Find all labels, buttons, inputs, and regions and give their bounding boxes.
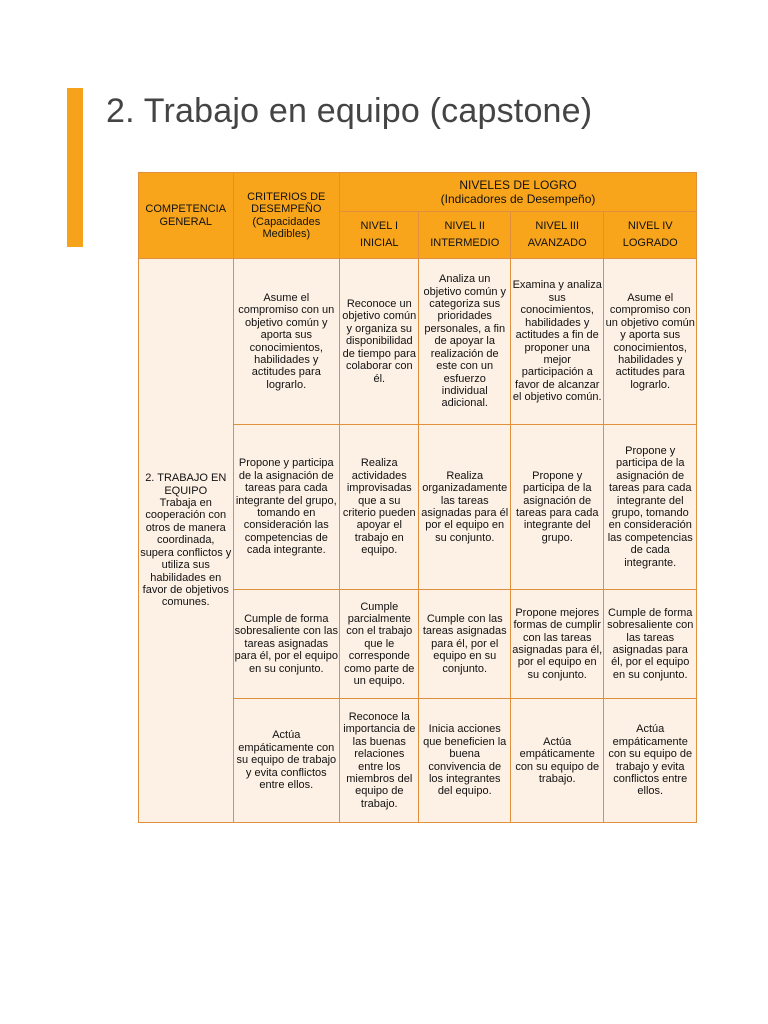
rubric-table [138,172,697,823]
header-level-4 [604,212,697,259]
header-level-3 [510,212,604,259]
level-cell: Reconoce un objetivo común y organiza su disponibilidad de tiempo para colaborar con él. [340,259,419,425]
page-title: 2. Trabajo en equipo (capstone) [106,92,593,130]
header-niveles-sub: (Indicadores de Desempeño) [440,192,596,206]
header-niveles-label: NIVELES DE LOGRO [459,178,577,192]
header-competencia-label: COMPETENCIA GENERAL [145,203,227,228]
criterio-cell: Actúa empáticamente con su equipo de trabajo y evita conflictos entre ellos. [233,699,340,823]
level-cell: Propone mejores formas de cumplir con las tareas asignadas para él, por el equipo en su conjunto. [510,590,604,699]
level-cell: Cumple de forma sobresaliente con las tareas asignadas para él, por el equipo en su conjunto. [604,590,697,699]
level-label: AVANZADO [527,237,587,249]
level-label: INICIAL [360,237,399,249]
level-label: INTERMEDIO [430,237,500,249]
level-cell: Actúa empáticamente con su equipo de trabajo. [510,699,604,823]
level-cell: Propone y participa de la asignación de tareas para cada integrante del grupo. [510,425,604,590]
level-cell: Propone y participa de la asignación de tareas para cada integrante del grupo, tomando en consideración las competencias de cada integrante. [604,425,697,590]
level-label: LOGRADO [622,237,678,249]
level-name: NIVEL II [444,220,485,232]
level-cell: Reconoce la importancia de las buenas relaciones entre los miembros del equipo de trabajo. [340,699,419,823]
accent-bar [67,88,83,247]
criterio-cell: Cumple de forma sobresaliente con las tareas asignadas para él, por el equipo en su conjunto. [233,590,340,699]
header-criterios [233,173,340,259]
competencia-description: Trabaja en cooperación con otros de manera coordinada, supera conflictos y utiliza sus habilidades en favor de objetivos comunes. [140,497,232,609]
competencia-title: 2. TRABAJO EN EQUIPO [145,472,227,497]
table-row [139,259,697,425]
level-cell: Realiza organizadamente las tareas asignadas para él por el equipo en su conjunto. [419,425,510,590]
header-level-2 [419,212,510,259]
level-cell: Inicia acciones que beneficien la buena convivencia de los integrantes del equipo. [419,699,510,823]
header-criterios-sub: (Capacidades Medibles) [252,215,321,240]
level-cell: Asume el compromiso con un objetivo común y aporta sus conocimientos, habilidades y actitudes para lograrlo. [604,259,697,425]
header-level-1 [340,212,419,259]
level-cell: Analiza un objetivo común y categoriza sus prioridades personales, a fin de apoyar la realización de este con un esfuerzo individual adicional. [419,259,510,425]
level-name: NIVEL III [535,220,580,232]
level-name: NIVEL IV [627,220,673,232]
level-cell: Cumple parcialmente con el trabajo que le corresponde como parte de un equipo. [340,590,419,699]
level-cell: Actúa empáticamente con su equipo de trabajo y evita conflictos entre ellos. [604,699,697,823]
level-cell: Realiza actividades improvisadas que a su criterio pueden apoyar el trabajo en equipo. [340,425,419,590]
criterio-cell: Asume el compromiso con un objetivo común y aporta sus conocimientos, habilidades y actitudes para lograrlo. [233,259,340,425]
header-niveles [340,173,697,212]
header-row-1 [139,173,697,212]
level-cell: Cumple con las tareas asignadas para él, por el equipo en su conjunto. [419,590,510,699]
criterio-cell: Propone y participa de la asignación de tareas para cada integrante del grupo, tomando en consideración las competencias de cada integrante. [233,425,340,590]
level-cell: Examina y analiza sus conocimientos, habilidades y actitudes a fin de proponer una mejor participación a favor de alcanzar el objetivo común. [510,259,604,425]
level-name: NIVEL I [360,220,399,232]
header-competencia [139,173,234,259]
header-criterios-label: CRITERIOS DE DESEMPEÑO [247,190,326,216]
competencia-cell [139,259,234,823]
